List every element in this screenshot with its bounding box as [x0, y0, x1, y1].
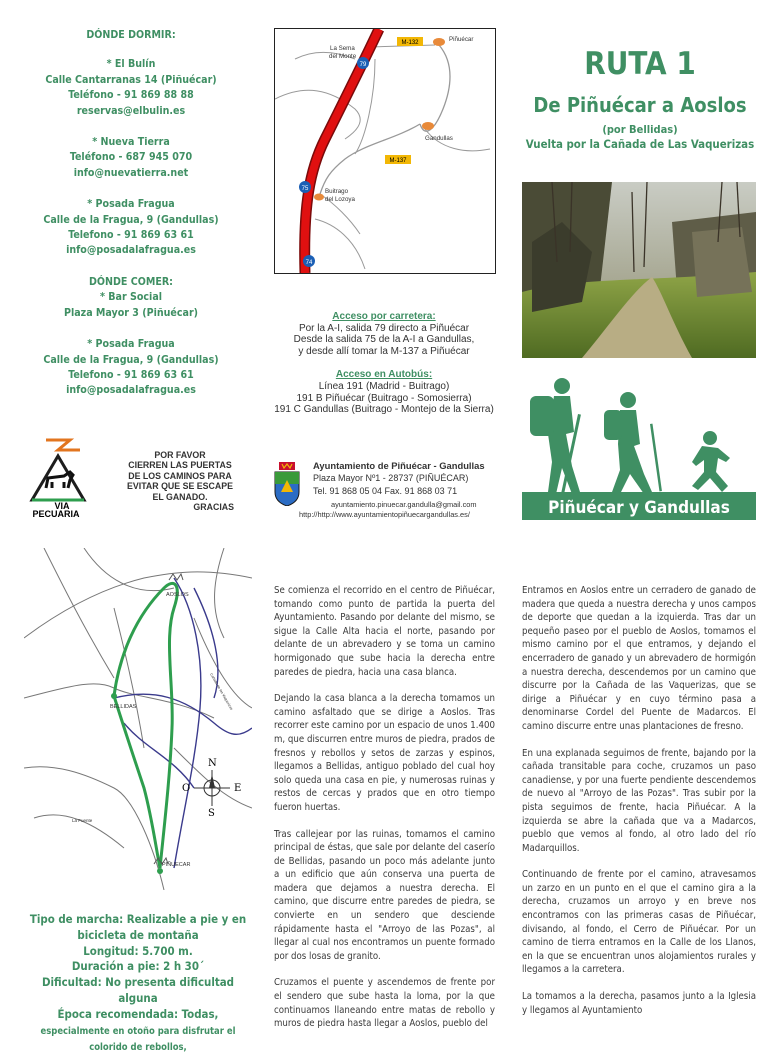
exit-74-label: 74 [305, 260, 313, 266]
council-email[interactable]: ayuntamiento.pinuecar.gandulla@gmail.com [331, 500, 477, 509]
food-heading: DÓNDE COMER: [89, 275, 173, 288]
food-item: * Bar Social Plaza Mayor 3 (Piñuécar) [63, 291, 199, 319]
email-link[interactable]: reservas@elbulin.es [76, 104, 186, 117]
route-description-col-2 [522, 584, 756, 1030]
lodging-heading: DÓNDE DORMIR: [86, 29, 176, 41]
map-label-aoslos: AOSLOS [166, 592, 189, 598]
route-title-block [520, 44, 760, 151]
spec-season: Época recomendada: Todas, especialmente en otoño para disfrutar el colorido de rebollos, [40, 1006, 236, 1054]
council-address: Plaza Mayor Nº1 - 28737 (PIÑUÉCAR) [313, 473, 469, 484]
paragraph: Entramos en Aoslos entre un cerradero de ganado de madera que queda a nuestra derecha y unos campos de deporte que quedan a la izquierda. Tras dar un pequeño paseo por el pueblo de Aoslos, tomamos el mismo camino por el que entramos, y dejando el encerradero de ganado y un abrevadero de hormigón a nuestra derecha, descendemos por un camino que discurre por la Cañada de las Vaquerizas, que se dirige a Piñuécar y en cuyo término pasa a denominarse Cordel del Puente de Madarcos. El camino discurre entre unas plantaciones de fresno. [522, 585, 756, 732]
map-label-canada: Cañada de las Vaquerizas [209, 672, 234, 711]
town-label-la-sema-2: del Monte [329, 53, 357, 60]
exit-75-label: 75 [301, 186, 309, 192]
compass-rose-icon [182, 758, 241, 819]
town-label-buitrago: Buitrago [325, 188, 349, 195]
lodging-section [20, 28, 242, 399]
email-link[interactable]: info@nuevatierra.net [73, 166, 189, 179]
compass-e: E [234, 783, 242, 794]
spec-type: Tipo de marcha: Realizable a pie y en bicicleta de montaña [29, 912, 247, 942]
lodging-item: * Posada Fragua Calle de la Fragua, 9 (Gandullas) Telefono - 91 869 63 61 info@posadalafragua.es [20, 197, 242, 259]
map-label-bellidas: BELLIDAS [110, 704, 137, 710]
cattle-sign-icon [26, 438, 92, 518]
route-via: (por Bellidas) [602, 123, 678, 136]
town-label-buitrago-2: del Lozoya [325, 196, 355, 203]
road-map-graphic [275, 29, 495, 273]
road-badge-m137: M-137 [389, 158, 407, 164]
paragraph: Tras callejear por las ruinas, tomamos el camino principal de éstas, que sale por delante del caserío de Bellidas, pasando un poco más adelante junto a un edificio que aún conserva una puerta de madera que dejamos a nuestra derecha. El camino, que discurre entre paredes de piedra, se convierte en un sendero que desciende rápidamente hasta el "Arroyo de las Pozas", al llegar al cual nos encontramos un puente formado por dos losas de granito. [274, 828, 495, 962]
compass-s: S [208, 808, 215, 819]
town-label-la-sema: La Sema [330, 45, 355, 52]
road-map [274, 28, 496, 274]
trail-photo-graphic [522, 182, 756, 358]
email-link[interactable]: info@posadalafragua.es [66, 244, 196, 257]
via-pecuaria-logo [26, 438, 92, 518]
town-label-gandullas: Gandullas [425, 135, 453, 142]
spec-difficulty: Dificultad: No presenta dificultad alguna [41, 975, 235, 1005]
council-name: Ayuntamiento de Piñuécar - Gandullas [313, 460, 485, 471]
paragraph: Cruzamos el puente y ascendemos de frente por el sendero que sube hasta la loma, por la que continuamos llaneando entre matas de rebollo y muros de piedra hasta llegar a Aoslos, pueblo del [274, 977, 495, 1030]
map-label-pinuecar: PIÑUECAR [162, 862, 191, 868]
road-badge-m132: M-132 [401, 40, 419, 46]
route-name: De Piñuécar a Aoslos [533, 93, 747, 117]
road-access-title: Acceso por carretera: [332, 311, 436, 322]
bus-access-title: Acceso en Autobús: [335, 369, 433, 381]
lodging-item: * El Bulín Calle Cantarranas 14 (Piñuécar) Teléfono - 91 869 88 88 reservas@elbulin.es [20, 57, 242, 119]
route-specs [22, 912, 254, 1056]
council-website[interactable]: http://http://www.ayuntamientopiñuecargandullas.es/ [299, 510, 470, 519]
coat-of-arms-icon [273, 462, 301, 506]
council-phones: Tel. 91 868 05 04 Fax. 91 868 03 71 [313, 485, 458, 496]
via-label: VIA [54, 501, 70, 511]
paragraph: La tomamos a la derecha, pasamos junto a la Iglesia y llegamos al Ayuntamiento [522, 991, 756, 1016]
spec-duration: Duración a pie: 2 h 30´ [71, 959, 205, 974]
route-map-graphic [24, 548, 252, 890]
compass-n: N [208, 758, 217, 769]
route-number: RUTA 1 [584, 46, 696, 82]
banner-label: Piñuécar y Gandullas [548, 498, 730, 518]
route-description-col-1 [274, 584, 495, 1044]
route-return: Vuelta por la Cañada de Las Vaquerizas [525, 137, 755, 151]
map-label-fuente: La Fuente [72, 818, 93, 823]
paragraph: Continuando de frente por el camino, atravesamos un zarzo en un punto en el que el camino gira a la derecha, cruzamos un arroyo y en breve nos encontramos con las primeras casas de Piñuécar, divisando, al fondo, el Cerro de Piñuécar. Por un camino de tierra entramos en la Calle de los Llanos, en la que se encuentran unos alojamientos rurales y llegamos a la carretera. [522, 869, 756, 976]
spec-length: Longitud: 5.700 m. [83, 943, 193, 958]
pinuecar-gandullas-banner [522, 374, 756, 522]
exit-79-label: 79 [359, 62, 367, 68]
paragraph: Dejando la casa blanca a la derecha tomamos un camino asfaltado que se dirige a Aoslos. Tras recorrer este camino por un espacio de unos 1.400 m, que discurren entre muros de piedra, prados de fresnos y rebollos y setos de zarzas y espinos, llegamos a Bellidas, antiguo poblado del cual hoy solo queda una casa en pie, y numerosas ruinas y restos de cercas y prados que en otro tiempo fueron huertas. [274, 693, 495, 813]
compass-o: O [182, 783, 191, 794]
paragraph: En una explanada seguimos de frente, bajando por la cañada transitable para coche, cruzamos un paso canadiense, y por una fuerte pendiente descendemos de nuevo al "Arroyo de las Pozas". Tras subir por la pista seguimos de frente, hacia Piñuécar. A la izquierda se abre la cañada que va a Madarcos, pueblo que vemos al fondo, al otro lado del río Madarquillos. [522, 747, 756, 854]
close-gates-notice: POR FAVOR CIERREN LAS PUERTAS DE LOS CAMINOS PARA EVITAR QUE SE ESCAPE EL GANADO. GRACIAS [127, 450, 234, 513]
route-map [24, 548, 252, 890]
email-link[interactable]: info@posadalafragua.es [66, 384, 196, 397]
access-section: Acceso por carretera: Por la A-I, salida 79 directo a Piñuécar Desde la salida 75 de la A-I a Gandullas, y desde allí tomar la M-137 a Piñuécar Acceso en Autobús: Línea 191 (Madrid - Buitrago) 191 B Piñuécar (Buitrago - Somosierra) 191 C Gandullas (Buitrago - Montejo de la Sierra) [268, 311, 500, 416]
town-label-pinuecar: Piñuécar [449, 36, 474, 43]
food-item: * Posada Fragua Calle de la Fragua, 9 (Gandullas) Telefono - 91 869 63 61 info@posadalafragua.es [20, 337, 242, 399]
pecuaria-label: PECUARIA [32, 509, 80, 518]
hikers-icon [522, 374, 756, 522]
trail-photo [522, 182, 756, 358]
lodging-item: * Nueva Tierra Teléfono - 687 945 070 info@nuevatierra.net [20, 135, 242, 181]
paragraph: Se comienza el recorrido en el centro de Piñuécar, tomando como punto de partida la puerta del Ayuntamiento. Pasando por delante del mismo, se sigue la Calle Alta hacia el norte, pasando por delante de un abrevadero y se toma un camino hormigonado que sube hacia la derecha entre paredes de piedra, hacia una casa blanca. [274, 585, 495, 678]
